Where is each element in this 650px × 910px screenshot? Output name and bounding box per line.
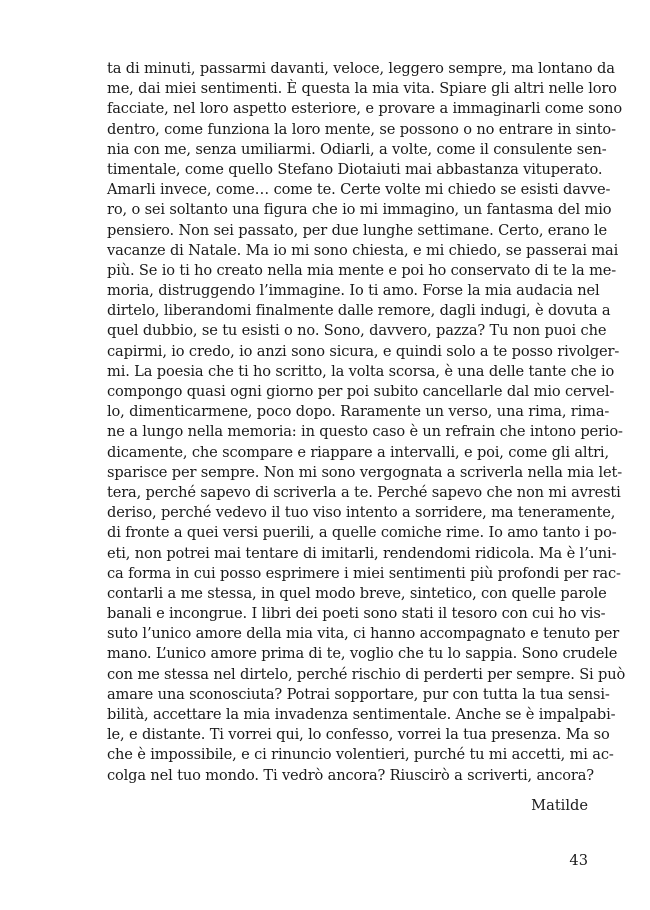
text-line: Amarli invece, come… come te. Certe volte mi chiedo se esisti davve- [107,181,611,199]
text-line: tera, perché sapevo di scriverla a te. Perché sapevo che non mi avresti [107,483,621,501]
text-line: timentale, come quello Stefano Diotaiuti mai abbastanza vituperato. [107,160,603,178]
text-line-last: colga nel tuo mondo. Ti vedrò ancora? Riuscirò a scriverti, ancora? [107,766,594,784]
text-line: eti, non potrei mai tentare di imitarli, rendendomi ridicola. Ma è l’uni- [107,544,617,562]
text-line: sparisce per sempre. Non mi sono vergognata a scriverla nella mia let- [107,463,623,481]
text-line: quel dubbio, se tu esisti o no. Sono, davvero, pazza? Tu non puoi che [107,322,607,340]
text-line: compongo quasi ogni giorno per poi subito cancellarle dal mio cervel- [107,383,615,400]
text-line: mi. La poesia che ti ho scritto, la volta scorsa, è una delle tante che io [107,362,615,380]
text-line: deriso, perché vedevo il tuo viso intento a sorridere, ma teneramente, [107,504,616,522]
text-line: capirmi, io credo, io anzi sono sicura, e quindi solo a te posso rivolger- [107,342,620,360]
text-line: dirtelo, liberandomi finalmente dalle remore, dagli indugi, è dovuta a [107,302,611,320]
text-line: di fronte a quei versi puerili, a quelle comiche rime. Io amo tanto i po- [107,524,617,542]
text-line: dicamente, che scompare e riappare a intervalli, e poi, come gli altri, [107,443,609,461]
text-line: suto l’unico amore della mia vita, ci hanno accompagnato e tenuto per [107,625,620,643]
page-number: 43 [569,852,588,869]
text-line: ro, o sei soltanto una figura che io mi immagino, un fantasma del mio [107,201,612,219]
text-line: mano. L’unico amore prima di te, voglio che tu lo sappia. Sono crudele [107,645,618,663]
text-line: bilità, accettare la mia invadenza sentimentale. Anche se è impalpabi- [107,706,616,723]
text-line: dentro, come funziona la loro mente, se possono o no entrare in sinto- [107,120,616,138]
text-line: con me stessa nel dirtelo, perché rischio di perderti per sempre. Si può [107,665,626,683]
text-line: me, dai miei sentimenti. È questa la mia vita. Spiare gli altri nelle loro [107,80,617,98]
body-text [107,59,626,786]
text-line: contarli a me stessa, in quel modo breve, sintetico, con quelle parole [107,584,607,602]
text-line: più. Se io ti ho creato nella mia mente e poi ho conservato di te la me- [107,261,617,279]
text-line: vacanze di Natale. Ma io mi sono chiesta, e mi chiedo, se passerai mai [107,241,619,259]
text-line: facciate, nel loro aspetto esteriore, e provare a immaginarli come sono [107,100,622,118]
text-line: le, e distante. Ti vorrei qui, lo confesso, vorrei la tua presenza. Ma so [107,726,610,744]
text-line: ne a lungo nella memoria: in questo caso è un refrain che intono perio- [107,423,623,441]
text-line: nia con me, senza umiliarmi. Odiarli, a volte, come il consulente sen- [107,140,607,158]
text-line: banali e incongrue. I libri dei poeti sono stati il tesoro con cui ho vis- [107,605,606,623]
text-line: amare una sconosciuta? Potrai sopportare, pur con tutta la tua sensi- [107,685,610,703]
signature: Matilde [531,797,588,814]
text-line: ca forma in cui posso esprimere i miei sentimenti più profondi per rac- [107,564,621,582]
text-line: moria, distruggendo l’immagine. Io ti amo. Forse la mia audacia nel [107,282,600,300]
text-line: che è impossibile, e ci rinuncio volentieri, purché tu mi accetti, mi ac- [107,746,614,764]
text-line: lo, dimenticarmene, poco dopo. Raramente un verso, una rima, rima- [107,403,610,421]
text-line: ta di minuti, passarmi davanti, veloce, leggero sempre, ma lontano da [107,60,615,77]
text-line: pensiero. Non sei passato, per due lunghe settimane. Certo, erano le [107,221,608,239]
